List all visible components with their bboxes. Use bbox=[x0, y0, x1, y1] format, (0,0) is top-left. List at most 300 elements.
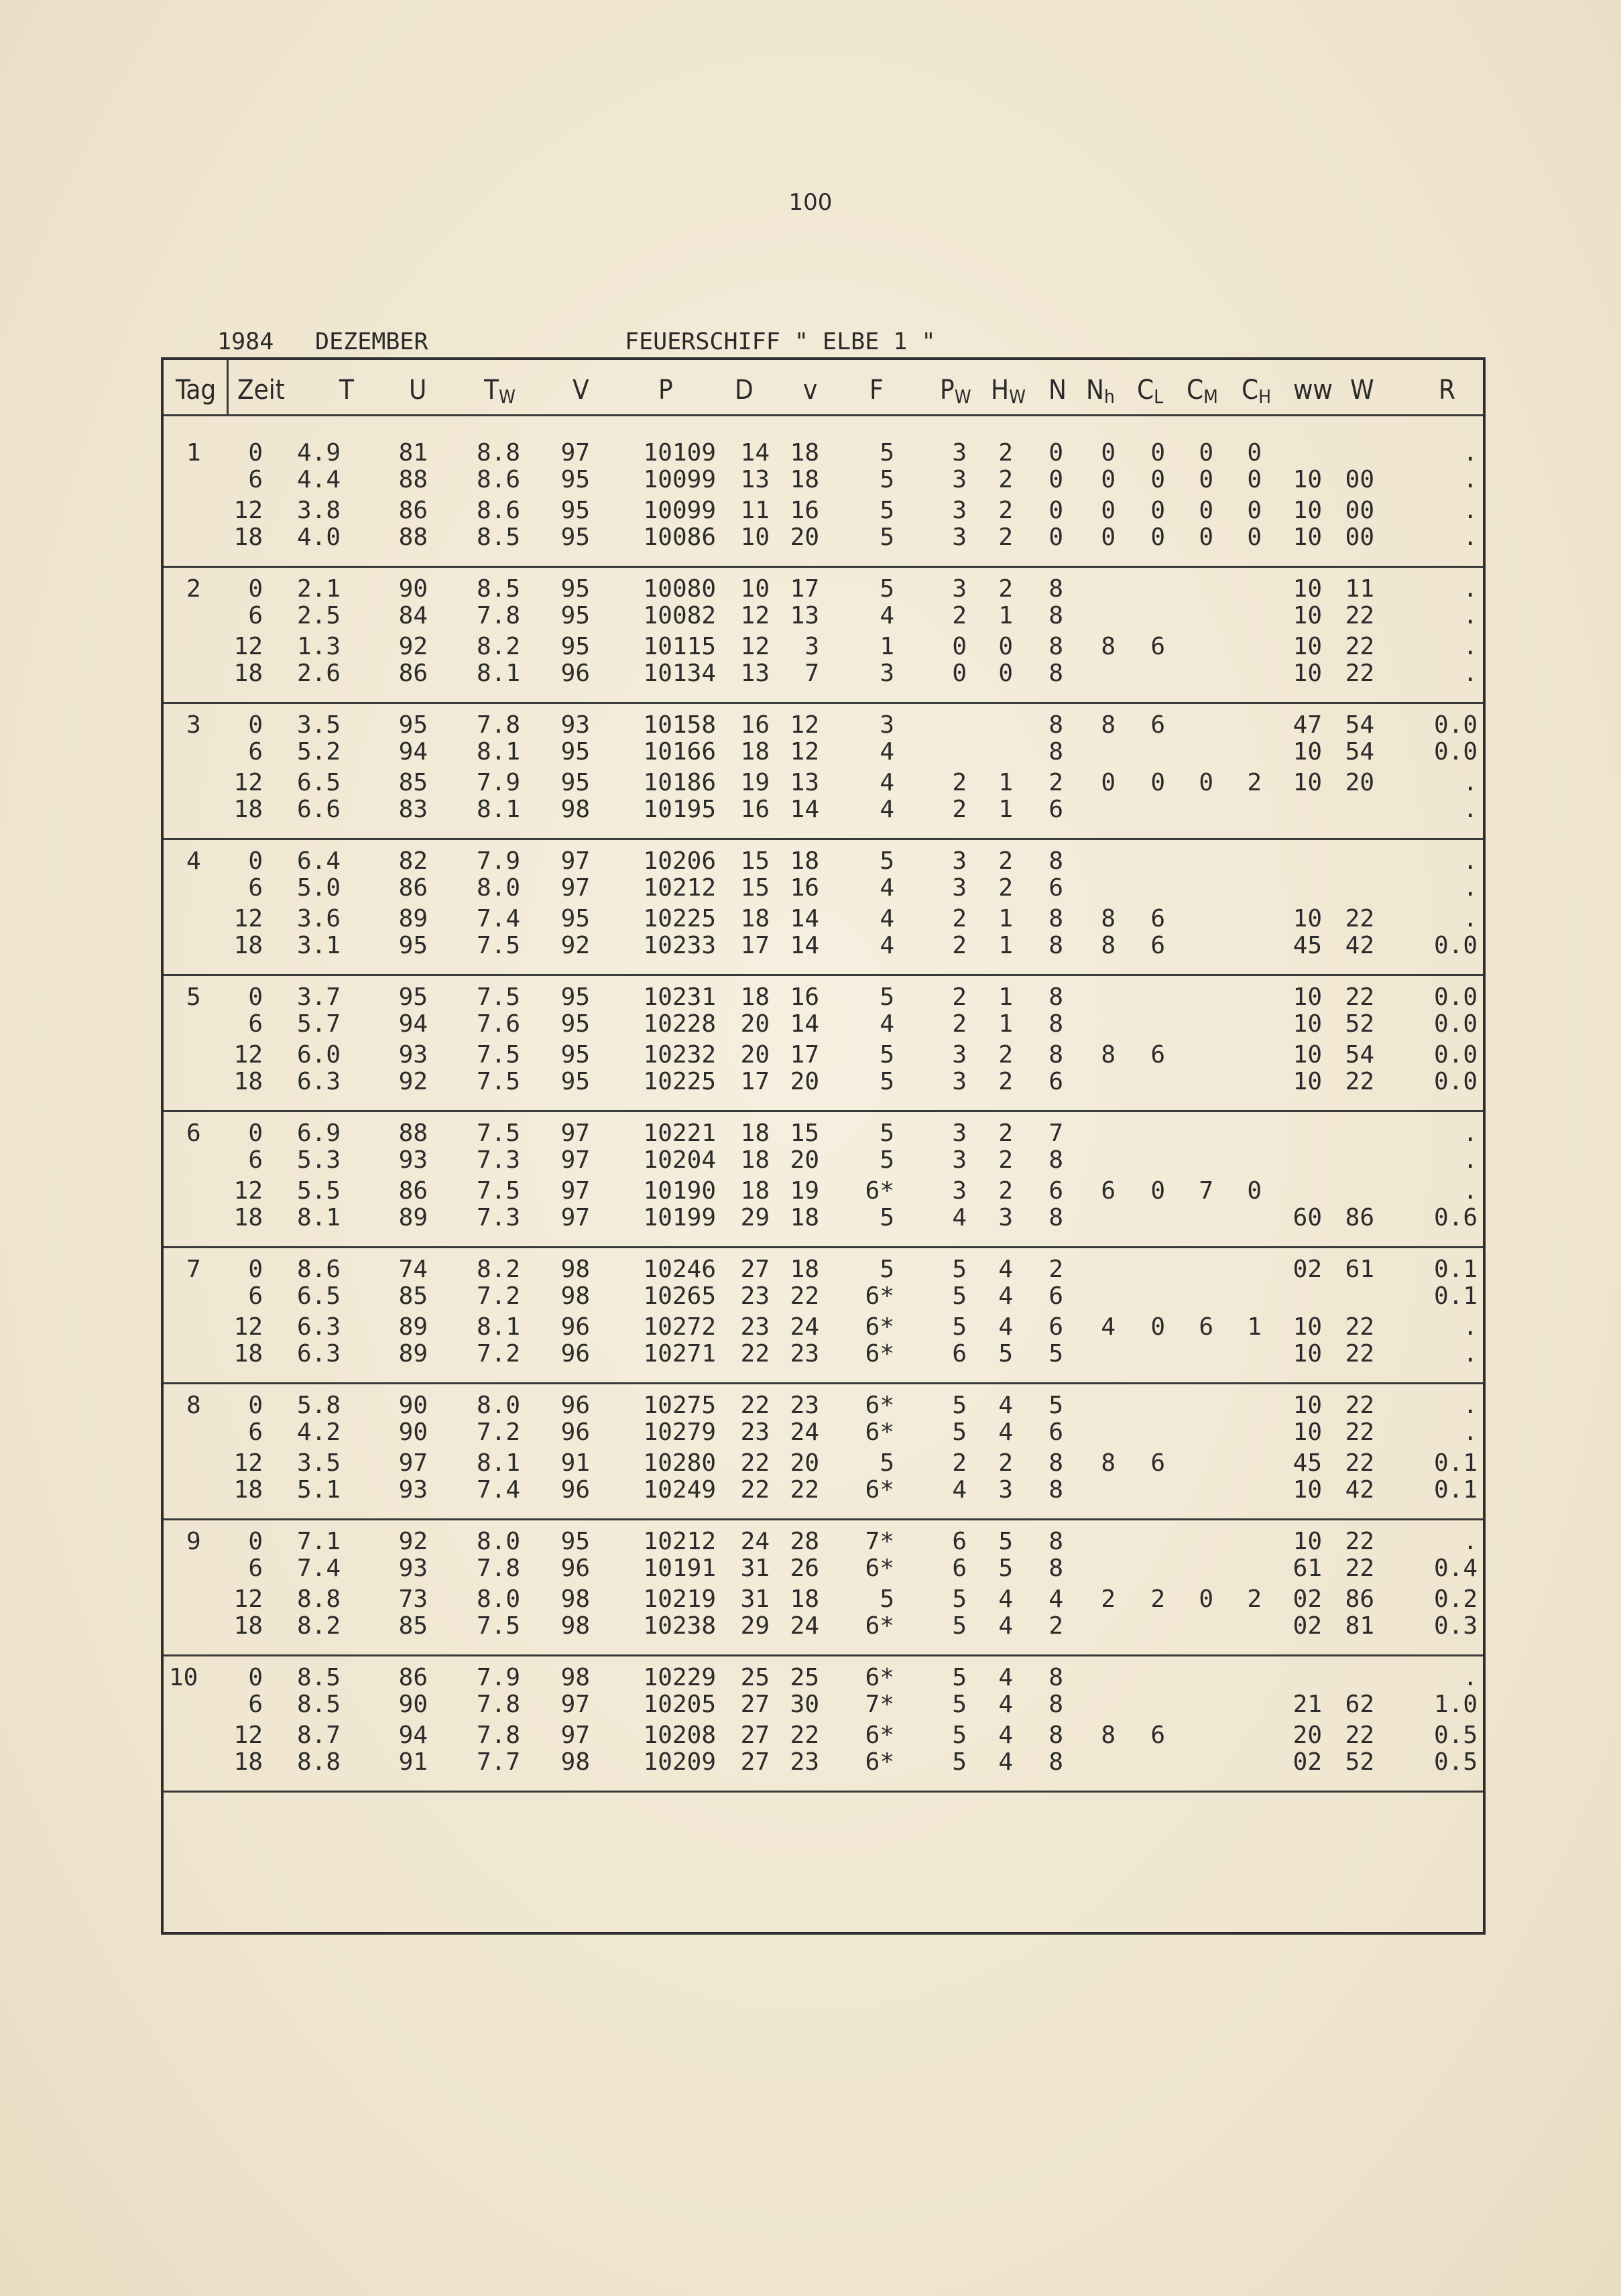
cell-ww: 02 bbox=[1293, 1612, 1322, 1640]
cell-v: 95 bbox=[560, 602, 590, 629]
cell-u: 86 bbox=[398, 874, 428, 902]
cell-vspeed: 13 bbox=[790, 602, 819, 629]
cell-cl: 6 bbox=[1150, 905, 1165, 932]
cell-n: 0 bbox=[1048, 497, 1063, 524]
cell-p: 10199 bbox=[643, 1204, 716, 1231]
cell-tw: 7.5 bbox=[476, 1612, 520, 1640]
cell-tw: 8.0 bbox=[476, 874, 520, 902]
cell-pw: 3 bbox=[952, 1068, 967, 1095]
cell-zeit: 0 bbox=[248, 1528, 263, 1555]
cell-vspeed: 20 bbox=[790, 1068, 819, 1095]
cell-ch: 2 bbox=[1247, 769, 1262, 796]
cell-ww: 45 bbox=[1293, 1449, 1322, 1477]
cell-tw: 8.1 bbox=[476, 1449, 520, 1477]
cell-zeit: 12 bbox=[233, 769, 263, 796]
cell-d: 18 bbox=[740, 983, 770, 1011]
cell-pw: 5 bbox=[952, 1748, 967, 1776]
cell-u: 85 bbox=[398, 769, 428, 796]
cell-f: 5 bbox=[880, 439, 894, 467]
cell-vspeed: 20 bbox=[790, 1146, 819, 1174]
cell-n: 6 bbox=[1048, 1313, 1063, 1341]
cell-r: . bbox=[1463, 660, 1478, 687]
cell-f: 5 bbox=[880, 575, 894, 603]
cell-v: 95 bbox=[560, 983, 590, 1011]
cell-n: 6 bbox=[1048, 874, 1063, 902]
cell-cl: 0 bbox=[1150, 1177, 1165, 1205]
cell-u: 89 bbox=[398, 1340, 428, 1368]
cell-r: 0.5 bbox=[1433, 1748, 1478, 1776]
cell-t: 6.4 bbox=[296, 847, 341, 875]
cell-p: 10212 bbox=[643, 1528, 716, 1555]
cell-pw: 6 bbox=[952, 1340, 967, 1368]
cell-nh: 0 bbox=[1101, 524, 1116, 551]
cell-r: . bbox=[1463, 575, 1478, 603]
cell-p: 10228 bbox=[643, 1010, 716, 1038]
cell-u: 94 bbox=[398, 1010, 428, 1038]
cell-w: 52 bbox=[1345, 1748, 1374, 1776]
cell-pw: 5 bbox=[952, 1664, 967, 1691]
cell-ww: 10 bbox=[1293, 1418, 1322, 1446]
cell-t: 3.7 bbox=[296, 983, 341, 1011]
cell-pw: 3 bbox=[952, 1146, 967, 1174]
cell-u: 90 bbox=[398, 1691, 428, 1718]
cell-p: 10209 bbox=[643, 1748, 716, 1776]
cell-vspeed: 18 bbox=[790, 1204, 819, 1231]
day-number: 1 bbox=[186, 439, 201, 467]
cell-pw: 3 bbox=[952, 1177, 967, 1205]
cell-p: 10225 bbox=[643, 905, 716, 932]
cell-tw: 8.1 bbox=[476, 660, 520, 687]
cell-p: 10238 bbox=[643, 1612, 716, 1640]
cell-t: 5.8 bbox=[296, 1392, 341, 1419]
cell-u: 94 bbox=[398, 738, 428, 766]
cell-t: 3.1 bbox=[296, 932, 341, 959]
cell-vspeed: 23 bbox=[790, 1748, 819, 1776]
cell-ww: 10 bbox=[1293, 1010, 1322, 1038]
header-year: 1984 bbox=[217, 328, 274, 355]
cell-tw: 7.8 bbox=[476, 602, 520, 629]
cell-vspeed: 16 bbox=[790, 497, 819, 524]
cell-p: 10272 bbox=[643, 1313, 716, 1341]
cell-hw: 1 bbox=[998, 602, 1013, 629]
cell-cl: 6 bbox=[1150, 1041, 1165, 1069]
cell-nh: 0 bbox=[1101, 769, 1116, 796]
cell-ww: 10 bbox=[1293, 1313, 1322, 1341]
cell-vspeed: 16 bbox=[790, 874, 819, 902]
cell-r: 0.0 bbox=[1433, 711, 1478, 739]
cell-zeit: 12 bbox=[233, 1313, 263, 1341]
cell-pw: 3 bbox=[952, 1041, 967, 1069]
cell-f: 6* bbox=[865, 1282, 894, 1310]
cell-n: 8 bbox=[1048, 1204, 1063, 1231]
cell-p: 10265 bbox=[643, 1282, 716, 1310]
cell-f: 3 bbox=[880, 711, 894, 739]
cell-zeit: 18 bbox=[233, 524, 263, 551]
cell-vspeed: 12 bbox=[790, 711, 819, 739]
cell-vspeed: 16 bbox=[790, 983, 819, 1011]
cell-p: 10115 bbox=[643, 633, 716, 660]
cell-t: 5.0 bbox=[296, 874, 341, 902]
cell-t: 2.1 bbox=[296, 575, 341, 603]
cell-vspeed: 17 bbox=[790, 1041, 819, 1069]
cell-hw: 1 bbox=[998, 796, 1013, 823]
column-header-u: U bbox=[409, 375, 427, 406]
cell-hw: 2 bbox=[998, 1146, 1013, 1174]
cell-nh: 0 bbox=[1101, 466, 1116, 493]
cell-u: 86 bbox=[398, 1177, 428, 1205]
cell-r: 0.2 bbox=[1433, 1585, 1478, 1613]
cell-vspeed: 7 bbox=[804, 660, 819, 687]
cell-nh: 8 bbox=[1101, 932, 1116, 959]
cell-zeit: 18 bbox=[233, 1612, 263, 1640]
cell-v: 97 bbox=[560, 874, 590, 902]
cell-t: 6.0 bbox=[296, 1041, 341, 1069]
cell-w: 22 bbox=[1345, 1392, 1374, 1419]
cell-tw: 7.5 bbox=[476, 983, 520, 1011]
cell-cm: 0 bbox=[1199, 439, 1213, 467]
cell-f: 6* bbox=[865, 1555, 894, 1582]
day-separator bbox=[164, 1110, 1483, 1112]
cell-f: 6* bbox=[865, 1313, 894, 1341]
cell-ww: 10 bbox=[1293, 769, 1322, 796]
cell-d: 24 bbox=[740, 1528, 770, 1555]
column-header-d: D bbox=[735, 375, 754, 406]
day-number: 3 bbox=[186, 711, 201, 739]
day-number: 9 bbox=[186, 1528, 201, 1555]
cell-u: 83 bbox=[398, 796, 428, 823]
cell-d: 18 bbox=[740, 738, 770, 766]
cell-v: 95 bbox=[560, 1068, 590, 1095]
cell-cl: 6 bbox=[1150, 633, 1165, 660]
cell-p: 10279 bbox=[643, 1418, 716, 1446]
cell-zeit: 12 bbox=[233, 497, 263, 524]
cell-r: . bbox=[1463, 1146, 1478, 1174]
cell-f: 1 bbox=[880, 633, 894, 660]
cell-f: 5 bbox=[880, 1041, 894, 1069]
cell-w: 42 bbox=[1345, 1476, 1374, 1504]
cell-w: 52 bbox=[1345, 1010, 1374, 1038]
cell-hw: 3 bbox=[998, 1476, 1013, 1504]
cell-p: 10212 bbox=[643, 874, 716, 902]
cell-p: 10082 bbox=[643, 602, 716, 629]
cell-u: 86 bbox=[398, 1664, 428, 1691]
cell-tw: 7.3 bbox=[476, 1146, 520, 1174]
cell-zeit: 0 bbox=[248, 1664, 263, 1691]
cell-tw: 7.9 bbox=[476, 769, 520, 796]
cell-t: 6.3 bbox=[296, 1313, 341, 1341]
cell-hw: 2 bbox=[998, 1068, 1013, 1095]
cell-r: 1.0 bbox=[1433, 1691, 1478, 1718]
cell-p: 10190 bbox=[643, 1177, 716, 1205]
cell-u: 88 bbox=[398, 466, 428, 493]
cell-tw: 7.5 bbox=[476, 1068, 520, 1095]
cell-cl: 0 bbox=[1150, 466, 1165, 493]
cell-pw: 2 bbox=[952, 905, 967, 932]
cell-w: 22 bbox=[1345, 1555, 1374, 1582]
cell-hw: 5 bbox=[998, 1555, 1013, 1582]
cell-ww: 10 bbox=[1293, 466, 1322, 493]
cell-f: 6* bbox=[865, 1664, 894, 1691]
cell-nh: 0 bbox=[1101, 497, 1116, 524]
cell-zeit: 18 bbox=[233, 1340, 263, 1368]
cell-zeit: 0 bbox=[248, 1120, 263, 1147]
cell-r: 0.6 bbox=[1433, 1204, 1478, 1231]
cell-f: 4 bbox=[880, 932, 894, 959]
cell-f: 5 bbox=[880, 466, 894, 493]
cell-f: 4 bbox=[880, 905, 894, 932]
cell-u: 73 bbox=[398, 1585, 428, 1613]
cell-n: 0 bbox=[1048, 524, 1063, 551]
cell-cm: 0 bbox=[1199, 466, 1213, 493]
cell-w: 22 bbox=[1345, 660, 1374, 687]
cell-n: 8 bbox=[1048, 1146, 1063, 1174]
cell-r: . bbox=[1463, 466, 1478, 493]
cell-hw: 4 bbox=[998, 1721, 1013, 1749]
cell-d: 18 bbox=[740, 1146, 770, 1174]
cell-f: 3 bbox=[880, 660, 894, 687]
cell-r: . bbox=[1463, 439, 1478, 467]
cell-f: 6* bbox=[865, 1748, 894, 1776]
cell-pw: 5 bbox=[952, 1721, 967, 1749]
cell-hw: 2 bbox=[998, 847, 1013, 875]
cell-w: 22 bbox=[1345, 983, 1374, 1011]
cell-pw: 3 bbox=[952, 466, 967, 493]
cell-hw: 2 bbox=[998, 1120, 1013, 1147]
cell-zeit: 12 bbox=[233, 1041, 263, 1069]
cell-v: 93 bbox=[560, 711, 590, 739]
cell-vspeed: 24 bbox=[790, 1612, 819, 1640]
column-header-ww: ww bbox=[1293, 375, 1333, 406]
cell-f: 6* bbox=[865, 1612, 894, 1640]
cell-nh: 8 bbox=[1101, 711, 1116, 739]
cell-cm: 0 bbox=[1199, 1585, 1213, 1613]
cell-t: 6.5 bbox=[296, 769, 341, 796]
cell-hw: 4 bbox=[998, 1418, 1013, 1446]
cell-d: 20 bbox=[740, 1010, 770, 1038]
cell-d: 16 bbox=[740, 796, 770, 823]
cell-t: 5.1 bbox=[296, 1476, 341, 1504]
cell-n: 8 bbox=[1048, 847, 1063, 875]
cell-n: 8 bbox=[1048, 711, 1063, 739]
cell-t: 3.6 bbox=[296, 905, 341, 932]
cell-f: 5 bbox=[880, 1068, 894, 1095]
cell-vspeed: 13 bbox=[790, 769, 819, 796]
column-header-tag: Tag bbox=[176, 375, 217, 406]
cell-d: 18 bbox=[740, 905, 770, 932]
cell-zeit: 0 bbox=[248, 439, 263, 467]
cell-p: 10134 bbox=[643, 660, 716, 687]
cell-zeit: 18 bbox=[233, 796, 263, 823]
cell-w: 81 bbox=[1345, 1612, 1374, 1640]
day-separator bbox=[164, 1791, 1483, 1793]
cell-cm: 0 bbox=[1199, 769, 1213, 796]
cell-f: 4 bbox=[880, 769, 894, 796]
cell-tw: 8.0 bbox=[476, 1392, 520, 1419]
cell-r: . bbox=[1463, 874, 1478, 902]
cell-d: 17 bbox=[740, 1068, 770, 1095]
cell-ww: 10 bbox=[1293, 575, 1322, 603]
cell-d: 14 bbox=[740, 439, 770, 467]
cell-w: 22 bbox=[1345, 1068, 1374, 1095]
cell-vspeed: 23 bbox=[790, 1340, 819, 1368]
cell-ch: 0 bbox=[1247, 439, 1262, 467]
cell-hw: 4 bbox=[998, 1748, 1013, 1776]
cell-u: 90 bbox=[398, 1418, 428, 1446]
cell-f: 5 bbox=[880, 1146, 894, 1174]
cell-f: 6* bbox=[865, 1721, 894, 1749]
cell-hw: 4 bbox=[998, 1612, 1013, 1640]
day-separator bbox=[164, 1654, 1483, 1656]
cell-d: 15 bbox=[740, 874, 770, 902]
day-number: 6 bbox=[186, 1120, 201, 1147]
cell-w: 22 bbox=[1345, 905, 1374, 932]
cell-zeit: 18 bbox=[233, 660, 263, 687]
cell-r: . bbox=[1463, 633, 1478, 660]
cell-t: 8.2 bbox=[296, 1612, 341, 1640]
cell-nh: 8 bbox=[1101, 1449, 1116, 1477]
cell-pw: 3 bbox=[952, 847, 967, 875]
day-separator bbox=[164, 838, 1483, 840]
cell-p: 10186 bbox=[643, 769, 716, 796]
header-station: FEUERSCHIFF " ELBE 1 " bbox=[625, 328, 936, 355]
data-table bbox=[161, 357, 1486, 1935]
cell-tw: 7.4 bbox=[476, 905, 520, 932]
cell-hw: 4 bbox=[998, 1585, 1013, 1613]
cell-p: 10246 bbox=[643, 1256, 716, 1283]
cell-v: 97 bbox=[560, 1204, 590, 1231]
cell-ww: 10 bbox=[1293, 1340, 1322, 1368]
cell-n: 6 bbox=[1048, 1282, 1063, 1310]
cell-tw: 7.2 bbox=[476, 1340, 520, 1368]
day-separator bbox=[164, 1246, 1483, 1248]
cell-u: 89 bbox=[398, 905, 428, 932]
cell-t: 3.5 bbox=[296, 1449, 341, 1477]
cell-ch: 2 bbox=[1247, 1585, 1262, 1613]
cell-r: . bbox=[1463, 1392, 1478, 1419]
cell-v: 96 bbox=[560, 1313, 590, 1341]
cell-d: 10 bbox=[740, 524, 770, 551]
cell-v: 92 bbox=[560, 932, 590, 959]
cell-w: 22 bbox=[1345, 1721, 1374, 1749]
cell-d: 27 bbox=[740, 1721, 770, 1749]
cell-hw: 4 bbox=[998, 1392, 1013, 1419]
cell-r: . bbox=[1463, 1664, 1478, 1691]
cell-tw: 7.2 bbox=[476, 1282, 520, 1310]
cell-d: 15 bbox=[740, 847, 770, 875]
cell-w: 22 bbox=[1345, 1528, 1374, 1555]
cell-ww: 60 bbox=[1293, 1204, 1322, 1231]
column-header-t: T bbox=[339, 375, 354, 406]
cell-r: . bbox=[1463, 847, 1478, 875]
cell-u: 89 bbox=[398, 1313, 428, 1341]
cell-cl: 0 bbox=[1150, 497, 1165, 524]
column-header-p: P bbox=[658, 375, 673, 406]
cell-zeit: 6 bbox=[248, 874, 263, 902]
cell-hw: 2 bbox=[998, 524, 1013, 551]
cell-r: 0.0 bbox=[1433, 738, 1478, 766]
cell-t: 8.8 bbox=[296, 1585, 341, 1613]
cell-zeit: 0 bbox=[248, 711, 263, 739]
cell-u: 90 bbox=[398, 1392, 428, 1419]
column-header-cl: $C_L$ bbox=[1137, 375, 1164, 408]
cell-d: 31 bbox=[740, 1555, 770, 1582]
cell-p: 10166 bbox=[643, 738, 716, 766]
cell-n: 2 bbox=[1048, 1256, 1063, 1283]
cell-u: 86 bbox=[398, 660, 428, 687]
cell-w: 22 bbox=[1345, 1313, 1374, 1341]
cell-w: 00 bbox=[1345, 497, 1374, 524]
cell-d: 27 bbox=[740, 1691, 770, 1718]
cell-hw: 2 bbox=[998, 1177, 1013, 1205]
cell-f: 5 bbox=[880, 847, 894, 875]
cell-tw: 7.2 bbox=[476, 1418, 520, 1446]
cell-r: . bbox=[1463, 497, 1478, 524]
cell-w: 22 bbox=[1345, 633, 1374, 660]
cell-zeit: 18 bbox=[233, 1068, 263, 1095]
cell-r: 0.1 bbox=[1433, 1256, 1478, 1283]
cell-tw: 8.5 bbox=[476, 524, 520, 551]
cell-ww: 10 bbox=[1293, 983, 1322, 1011]
cell-t: 8.1 bbox=[296, 1204, 341, 1231]
cell-pw: 4 bbox=[952, 1476, 967, 1504]
cell-r: 0.0 bbox=[1433, 932, 1478, 959]
cell-t: 2.6 bbox=[296, 660, 341, 687]
cell-d: 29 bbox=[740, 1612, 770, 1640]
cell-nh: 8 bbox=[1101, 1041, 1116, 1069]
cell-w: 22 bbox=[1345, 602, 1374, 629]
cell-p: 10099 bbox=[643, 466, 716, 493]
cell-pw: 2 bbox=[952, 1449, 967, 1477]
cell-w: 54 bbox=[1345, 1041, 1374, 1069]
cell-hw: 4 bbox=[998, 1664, 1013, 1691]
cell-v: 96 bbox=[560, 1418, 590, 1446]
cell-cl: 6 bbox=[1150, 711, 1165, 739]
cell-p: 10099 bbox=[643, 497, 716, 524]
cell-pw: 3 bbox=[952, 575, 967, 603]
cell-p: 10206 bbox=[643, 847, 716, 875]
cell-hw: 4 bbox=[998, 1282, 1013, 1310]
column-header-r: R bbox=[1439, 375, 1455, 406]
cell-v: 95 bbox=[560, 524, 590, 551]
cell-zeit: 6 bbox=[248, 1418, 263, 1446]
cell-d: 23 bbox=[740, 1313, 770, 1341]
cell-vspeed: 20 bbox=[790, 524, 819, 551]
cell-tw: 7.8 bbox=[476, 1721, 520, 1749]
cell-d: 18 bbox=[740, 1120, 770, 1147]
cell-n: 8 bbox=[1048, 1748, 1063, 1776]
cell-p: 10271 bbox=[643, 1340, 716, 1368]
cell-w: 20 bbox=[1345, 769, 1374, 796]
cell-ww: 47 bbox=[1293, 711, 1322, 739]
cell-f: 4 bbox=[880, 796, 894, 823]
cell-v: 95 bbox=[560, 769, 590, 796]
cell-zeit: 0 bbox=[248, 1392, 263, 1419]
cell-d: 22 bbox=[740, 1340, 770, 1368]
cell-pw: 0 bbox=[952, 660, 967, 687]
cell-v: 97 bbox=[560, 847, 590, 875]
day-number: 4 bbox=[186, 847, 201, 875]
cell-r: 0.5 bbox=[1433, 1721, 1478, 1749]
cell-v: 95 bbox=[560, 1041, 590, 1069]
cell-p: 10158 bbox=[643, 711, 716, 739]
cell-hw: 5 bbox=[998, 1528, 1013, 1555]
cell-v: 98 bbox=[560, 1282, 590, 1310]
cell-v: 98 bbox=[560, 1256, 590, 1283]
cell-r: . bbox=[1463, 1313, 1478, 1341]
cell-u: 95 bbox=[398, 711, 428, 739]
cell-pw: 3 bbox=[952, 439, 967, 467]
cell-zeit: 12 bbox=[233, 1449, 263, 1477]
